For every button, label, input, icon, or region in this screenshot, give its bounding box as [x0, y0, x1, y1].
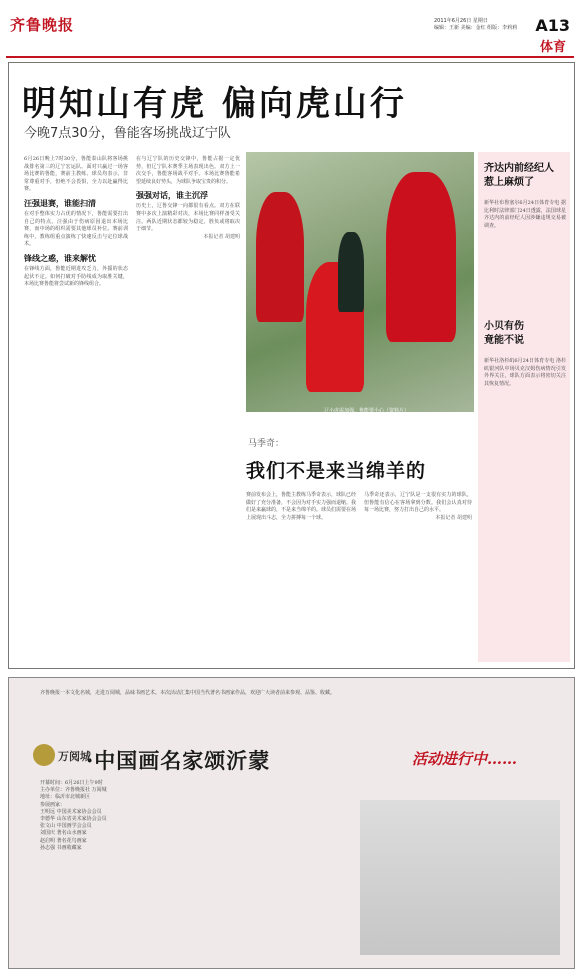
section-title: 体育: [539, 40, 566, 55]
paragraph: 马季奇还表示，辽宁队是一支很有实力的球队，但鲁能有信心在客场拿到分数。我们会认真对待每一场比赛，努力打出自己的水平。: [364, 492, 472, 514]
article-column-4: [364, 492, 472, 657]
article-column-3: [246, 492, 356, 657]
paragraph: 历史上，辽鲁交锋一向都很有看点。双方在联赛中多次上演精彩对决，本场比赛同样备受关注。两队近期状态都较为稳定，胜负或将取决于细节。: [136, 203, 240, 233]
header-rule: [6, 56, 574, 58]
paragraph: 在对手整体实力占优的情况下，鲁能需要打出自己的特点。汪强由于伤病原因退出本场比赛，而中场的组织需要其他球员补位。赛前训练中，教练组重点演练了快速反击与定位球战术。: [24, 210, 128, 248]
issue-meta: 2011年6月26日 星期日 编辑：王新 美编：金红 组版：李莉莉: [434, 18, 518, 31]
player-figure: [338, 232, 364, 312]
article-column-2: [136, 156, 240, 661]
ad-painter-list: 开幕时间：6月26日上午9时 主办单位：齐鲁晚报社 万阅城 地址：临沂市北城新区 参展画家： 王明远 中国美术家协会会员 李德华 山东省美术家协会会员 张文山 中国画学会会员 刘国庆 著名山水画家 赵启明 著名花鸟画家 孙志强 书画收藏家: [40, 780, 107, 851]
ad-intro: 齐鲁晚报一本文化名城，走进万阅城，品味书画艺术。本次活动汇集中国当代著名书画家作品，欢迎广大读者前来参观、品鉴、收藏。: [40, 690, 336, 696]
article-column-1: [24, 156, 128, 661]
sidebar-paragraph: 新华社布鲁塞尔6月24日体育专电 据比利时法律部门24日透露，法国球星齐达内的前经纪人因涉嫌违规交易被调查。: [484, 200, 566, 229]
football-photo: [246, 152, 474, 412]
sidebar-heading: 齐达内前经纪人 惹上麻烦了: [484, 163, 554, 188]
section-heading: 锋线之惑，谁来解忧: [24, 252, 96, 263]
ad-title: ·中国画名家颂沂蒙: [86, 748, 271, 773]
quote-headline: 我们不是来当绵羊的: [246, 460, 427, 482]
newspaper-logo: 齐鲁晚报: [10, 16, 75, 34]
sidebar-heading: 小贝有伤 竟能不说: [484, 321, 524, 346]
masthead: [6, 8, 574, 55]
sidebar-paragraph: 新华社洛杉矶6月24日体育专电 洛杉矶银河队中场贝克汉姆伤病情况引发外界关注，球队方面表示将密切关注其恢复情况。: [484, 358, 566, 387]
headline: 明知山有虎 偏向虎山行: [22, 84, 407, 124]
player-figure: [256, 192, 304, 322]
player-figure: [386, 172, 456, 342]
page-number: A13: [535, 16, 570, 35]
byline: 本报记者 胡建明: [203, 233, 240, 240]
paragraph: 在锋线方面，鲁能近期进攻乏力，外援的状态起伏不定。如何打破对手防线成为取胜关键，本场比赛鲁能将尝试新的锋线组合。: [24, 265, 128, 288]
quote-speaker: 马季奇：: [248, 439, 285, 449]
byline: 本报记者 胡建明: [435, 514, 472, 521]
brand-seal-icon: [33, 744, 55, 766]
news-sidebar: [478, 152, 570, 662]
paragraph: 赛前发布会上，鲁能主教练马季奇表示，球队已经做好了充分准备，不会因为对手实力强而退缩。我们是来赢球的，不是来当绵羊的。球员们需要在场上展现出斗志，全力拼搏每一个球。: [246, 492, 357, 521]
ad-brand: 万阅城: [58, 750, 91, 763]
intro-paragraph: 6月26日晚上7时30分，鲁能泰山队将客场挑战排名第三的辽宁宏运队。面对只赢过一场客场比赛的鲁能，赛前主教练、球员均表示，非常尊重对手，但绝不会畏惧，全力以赴赢得比赛。: [24, 156, 128, 193]
section-heading: 汪强退赛，谁能扫清: [24, 197, 96, 208]
building-image: [360, 800, 560, 955]
paragraph: 在与辽宁队的历史交锋中，鲁能占据一定优势，但辽宁队本赛季主场表现出色。双方上一次交手，鲁能客场战平对手。本场比赛鲁能希望延续良好势头，为球队争取宝贵的积分。: [136, 156, 240, 185]
subheadline: 今晚7点30分，鲁能客场挑战辽宁队: [24, 126, 231, 141]
photo-caption: 辽小虎需加强，鲁能要小心（资料片）: [324, 408, 410, 414]
section-heading: 强强对话，谁主沉浮: [136, 190, 208, 201]
ad-activity-tag: 活动进行中……: [412, 750, 518, 768]
